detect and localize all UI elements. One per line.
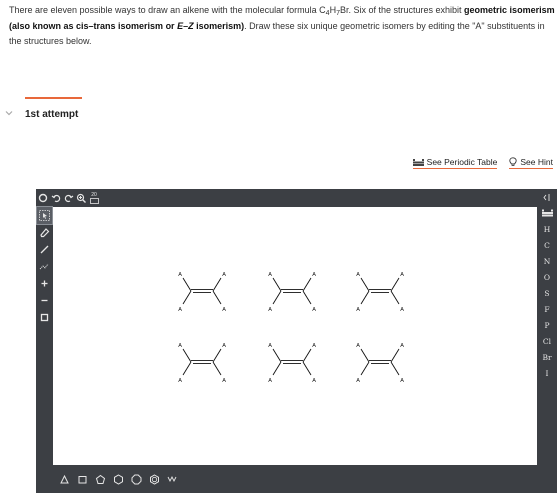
alkene-template-2[interactable] <box>268 272 316 313</box>
substituent-a-label[interactable]: A <box>268 343 272 349</box>
substituent-bond[interactable] <box>213 362 221 375</box>
cyclohexane-icon[interactable] <box>111 472 125 486</box>
substituent-bond[interactable] <box>273 291 281 304</box>
substituent-a-label[interactable]: A <box>268 378 272 384</box>
element-cl-button[interactable]: Cl <box>542 336 552 346</box>
attempt-header[interactable] <box>4 108 78 120</box>
substituent-a-label[interactable]: A <box>222 378 226 384</box>
substituent-bond[interactable] <box>213 349 221 362</box>
substituent-bond[interactable] <box>183 362 191 375</box>
substituent-a-label[interactable]: A <box>356 343 360 349</box>
element-o-button[interactable]: O <box>543 272 551 282</box>
alkene-template-1[interactable] <box>178 272 226 313</box>
element-f-button[interactable]: F <box>544 304 550 314</box>
alkene-template-3[interactable] <box>356 272 404 313</box>
bond-tool-icon[interactable] <box>37 241 52 258</box>
question-text: There are eleven possible ways to draw an alkene with the molecular formula $C_4H_7Br$. Six of the structures exhibit geometric isomerism (also known as cis–trans isomerism or E–Z isomerism). Draw these six unique geometric isomers by editing the "A" substituents in the structures below. <box>9 5 555 46</box>
substituent-bond[interactable] <box>273 349 281 362</box>
substituent-bond[interactable] <box>303 349 311 362</box>
editor-bottom-toolbar <box>53 465 179 493</box>
alkene-template-4[interactable] <box>178 343 226 384</box>
periodic-table-link[interactable]: See Periodic Table <box>413 157 498 169</box>
substituent-a-label[interactable]: A <box>356 307 360 313</box>
periodic-table-picker-icon[interactable] <box>538 205 556 221</box>
clear-canvas-icon[interactable] <box>36 191 49 205</box>
substituent-a-label[interactable]: A <box>312 307 316 313</box>
substituent-a-label[interactable]: A <box>268 272 272 278</box>
zoom-icon[interactable] <box>75 191 88 205</box>
substituent-bond[interactable] <box>391 278 399 291</box>
substituent-a-label[interactable]: A <box>178 272 182 278</box>
substituent-a-label[interactable]: A <box>400 307 404 313</box>
substituent-a-label[interactable]: A <box>312 272 316 278</box>
charge-minus-icon[interactable] <box>37 292 52 309</box>
element-c-button[interactable]: C <box>544 240 550 250</box>
benzene-icon[interactable] <box>147 472 161 486</box>
substituent-bond[interactable] <box>303 362 311 375</box>
element-h-button[interactable]: H <box>543 224 551 234</box>
substituent-a-label[interactable]: A <box>356 272 360 278</box>
chevron-down-icon[interactable] <box>4 108 16 120</box>
element-p-button[interactable]: P <box>544 320 550 330</box>
substituent-bond[interactable] <box>391 362 399 375</box>
substituent-a-label[interactable]: A <box>400 378 404 384</box>
attempt-title: 1st attempt <box>25 108 79 120</box>
substituent-a-label[interactable]: A <box>312 378 316 384</box>
substituent-a-label[interactable]: A <box>400 343 404 349</box>
select-tool-icon[interactable] <box>37 207 52 224</box>
substituent-a-label[interactable]: A <box>178 307 182 313</box>
substituent-bond[interactable] <box>361 291 369 304</box>
substituent-bond[interactable] <box>303 291 311 304</box>
undo-icon[interactable] <box>49 191 62 205</box>
element-n-button[interactable]: N <box>543 256 551 266</box>
element-i-button[interactable]: I <box>545 368 549 378</box>
help-links <box>413 157 553 169</box>
template-frame-icon[interactable] <box>37 309 52 326</box>
substituent-bond[interactable] <box>361 278 369 291</box>
substituent-bond[interactable] <box>303 278 311 291</box>
substituent-bond[interactable] <box>183 349 191 362</box>
substituent-a-label[interactable]: A <box>222 307 226 313</box>
cyclobutane-icon[interactable] <box>75 472 89 486</box>
expand-icon[interactable] <box>538 189 556 205</box>
element-s-button[interactable]: S <box>544 288 550 298</box>
substituent-bond[interactable] <box>183 278 191 291</box>
charge-plus-icon[interactable] <box>37 275 52 292</box>
periodic-table-icon <box>413 158 424 167</box>
editor-left-toolbar <box>36 207 53 326</box>
editor-right-toolbar <box>537 189 557 381</box>
lightbulb-icon <box>509 157 517 167</box>
see-hint-link[interactable]: See Hint <box>509 157 553 169</box>
substituent-bond[interactable] <box>273 278 281 291</box>
alkene-template-6[interactable] <box>356 343 404 384</box>
substituent-bond[interactable] <box>183 291 191 304</box>
substituent-a-label[interactable]: A <box>222 343 226 349</box>
redo-icon[interactable] <box>62 191 75 205</box>
attempt-tab-underline <box>25 97 82 99</box>
element-br-button[interactable]: Br <box>542 352 552 362</box>
substituent-a-label[interactable]: A <box>222 272 226 278</box>
cyclopropane-icon[interactable] <box>57 472 71 486</box>
drawing-canvas[interactable] <box>53 207 537 465</box>
structure-editor <box>36 189 557 493</box>
substituent-bond[interactable] <box>361 362 369 375</box>
substituent-bond[interactable] <box>213 278 221 291</box>
substituent-a-label[interactable]: A <box>356 378 360 384</box>
cyclopentane-icon[interactable] <box>93 472 107 486</box>
eraser-icon[interactable] <box>37 224 52 241</box>
substituent-a-label[interactable]: A <box>178 378 182 384</box>
substituent-a-label[interactable]: A <box>400 272 404 278</box>
cyclooctane-icon[interactable] <box>129 472 143 486</box>
zoom-level-icon[interactable]: 20 <box>88 191 100 205</box>
molecule-layer <box>53 207 537 465</box>
element-list <box>538 221 556 381</box>
editor-top-toolbar <box>36 189 557 207</box>
substituent-bond[interactable] <box>391 349 399 362</box>
substituent-a-label[interactable]: A <box>268 307 272 313</box>
substituent-bond[interactable] <box>273 362 281 375</box>
alkene-template-5[interactable] <box>268 343 316 384</box>
substituent-bond[interactable] <box>391 291 399 304</box>
substituent-bond[interactable] <box>213 291 221 304</box>
substituent-bond[interactable] <box>361 349 369 362</box>
chain-tool-icon[interactable] <box>37 258 52 275</box>
substituent-a-label[interactable]: A <box>312 343 316 349</box>
substituent-a-label[interactable]: A <box>178 343 182 349</box>
hexane-chain-icon[interactable] <box>165 472 179 486</box>
